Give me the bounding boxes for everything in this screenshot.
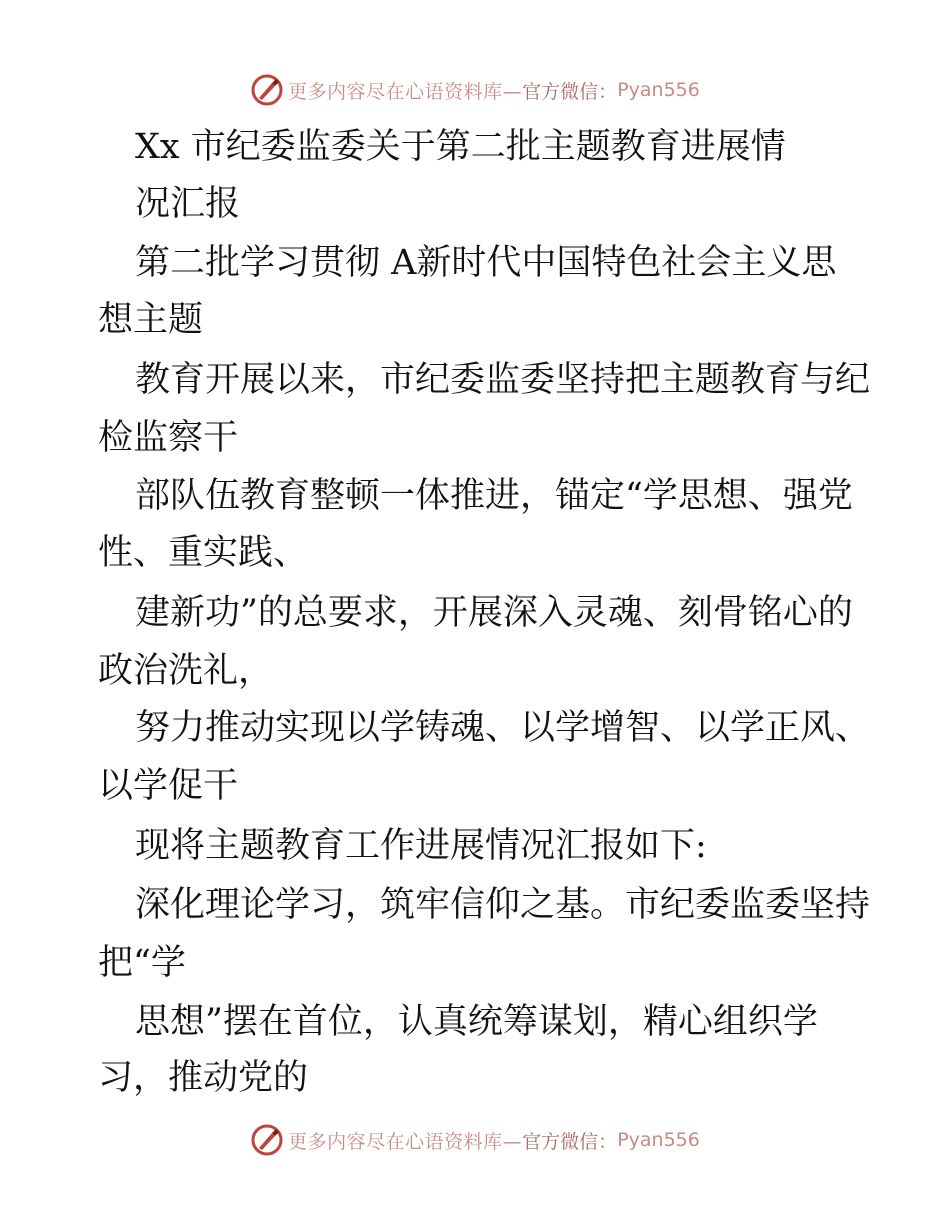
paragraph-line: 检监察干 <box>98 418 239 458</box>
paragraph-line: 教育开展以来，市纪委监委坚持把主题教育与纪 <box>135 360 871 400</box>
title-line-2: 况汇报 <box>135 184 241 224</box>
pen-logo-icon <box>250 1123 284 1157</box>
paragraph-line: 部队伍教育整顿一体推进，锚定“学思想、强党 <box>135 476 853 516</box>
paragraph-line: 努力推动实现以学铸魂、以学增智、以学正风、 <box>135 708 871 748</box>
pen-logo-icon <box>250 73 284 107</box>
watermark-wechat-id: Pyan556 <box>617 79 700 101</box>
paragraph-line: 性、重实践、 <box>98 533 309 573</box>
paragraph-line: 政治洗礼， <box>98 651 274 691</box>
paragraph-line: 第二批学习贯彻 A新时代中国特色社会主义思 <box>135 243 837 283</box>
title-line-1: Xx 市纪委监委关于第二批主题教育进展情 <box>135 127 786 167</box>
paragraph-line: 想主题 <box>98 300 204 340</box>
paragraph-line: 建新功”的总要求，开展深入灵魂、刻骨铭心的 <box>135 593 853 633</box>
watermark-text: 更多内容尽在心语资料库— <box>288 1130 523 1153</box>
watermark-wechat-label: 官方微信： <box>522 80 618 103</box>
paragraph-line: 思想”摆在首位，认真统筹谋划，精心组织学 <box>135 1002 818 1042</box>
watermark-text: 更多内容尽在心语资料库— <box>288 80 523 103</box>
watermark-wechat-id: Pyan556 <box>617 1129 700 1151</box>
footer-watermark <box>0 1120 950 1160</box>
header-watermark <box>0 70 950 110</box>
paragraph-line: 把“学 <box>98 943 186 983</box>
paragraph-line: 习，推动党的 <box>98 1058 309 1098</box>
paragraph-line: 以学促干 <box>98 766 239 806</box>
paragraph-line: 现将主题教育工作进展情况汇报如下: <box>135 826 707 866</box>
watermark-wechat-label: 官方微信： <box>522 1130 618 1153</box>
paragraph-line: 深化理论学习，筑牢信仰之基。市纪委监委坚持 <box>135 885 871 925</box>
